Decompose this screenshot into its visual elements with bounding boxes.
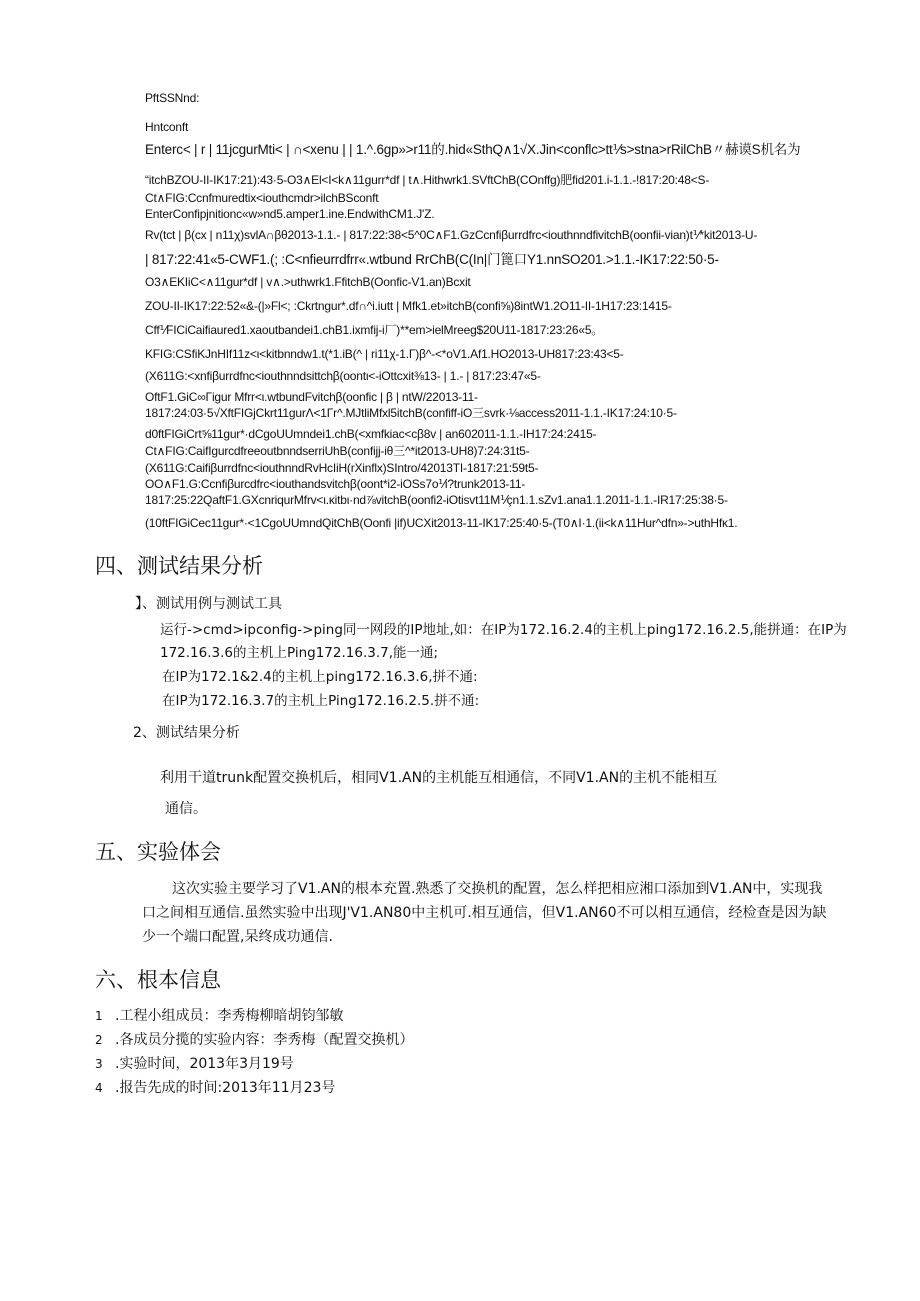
log-line: 1817:24:03·5√XftFIGjCkrt11gurΛ<1Γr^.MJtliMfxl5itchB(confiff-iO三svrk·⅛access2011-1.1.-IK17:24:10·5- [145, 406, 677, 420]
log-line: (X611G:Caifiβurrdfnc<iouthnndRvHcIiH(rXinflx)SIntro/42013TI-1817:21:59t5- [145, 461, 539, 475]
section-heading-experience: 五、实验体会 [95, 840, 221, 864]
log-line: (10ftFIGiCec11gur*·<1CgoUUmndQitChB(Oonfi |if)UCXit2013-11-IK17:25:40·5-(T0∧I·1.(ii<k∧11Hur^dfn»->uthHfκ1. [145, 516, 738, 530]
log-line: OftF1.GiC∞Γigur Mfrr<ι.wtbundFvitchβ(oonfic | β | ntW/22013-11- [145, 390, 478, 404]
log-line: (X611G:<xnfiβurrdfnc<iouthnndsittchβ(oontι<-iOttcxit⅜13- | 1.- | 817:23:47«5- [145, 369, 541, 383]
log-line: Ct∧FIG:Ccnfmuredtix<iouthcmdr>ilchBSconft [145, 191, 379, 205]
info-item-number: 1 [95, 1009, 103, 1023]
log-line: PftSSNnd: [145, 91, 200, 105]
info-item-number: 2 [95, 1033, 103, 1047]
subheading-result-analysis: 2、测试结果分析 [133, 725, 240, 741]
info-item [95, 1005, 343, 1027]
log-line: “itchBZOU-II-IK17:21):43·5-O3∧El<I<k∧11gurr*df | t∧.Hithwrk1.SVftChB(COnffg)肥fid201.i-1.1.-!817:20:48<S- [145, 173, 710, 187]
test-case-line: 172.16.3.6的主机上Ping172.16.3.7,能一通; [160, 645, 439, 661]
log-line: Cff⅟FICiCaifiaured1.xaoutbandei1.chB1.ixmfij-i厂)**em>ielMreeg$20U11-1817:23:26«5。 [145, 323, 604, 337]
analysis-line: 利用干道trunk配置交换机后，相同V1.AN的主机能互相通信，不同V1.AN的主机不能相互 [160, 770, 718, 786]
info-item [95, 1029, 413, 1051]
experience-paragraph: 这次实验主要学习了V1.AN的根本充置.熟悉了交换机的配置，怎么样把相应湘口添加到V1.AN中，实现我口之间相互通信.虽然实验中出现J'V1.AN80中主机可.相互通信，但V1.AN60不可以相互通信，经检查是因为缺少一个端口配置,呆终成功通信. [142, 881, 827, 945]
info-item-text: .报告先成的时间:2013年11月23号 [115, 1080, 336, 1096]
log-line: ZOU-II-IK17:22:52«&-(|»Fl<; :Ckrtngur*.df∩^i.iutt | Mfk1.et»itchB(confi⅝)8intW1.2O11-II-1H17:23:1415- [145, 299, 672, 313]
test-case-line: 在IP为172.1&2.4的主机上ping172.16.3.6,拼不通: [162, 669, 478, 685]
info-item-text: .实验时间，2013年3月19号 [115, 1056, 294, 1072]
log-line: Ct∧FIG:CaifIgurcdfreeoutbnndserriUhB(confijj-iθ三^*it2013-UH8)7:24:31t5- [145, 444, 530, 458]
log-line: O3∧EKIiC<∧11gur*df | v∧.>uthwrk1.FfitchB(Oonfic-V1.an)Bcxit [145, 275, 471, 289]
section-heading-basic-info: 六、根本信息 [95, 968, 221, 992]
log-line: Hntconft [145, 120, 189, 134]
analysis-line: 通信。 [165, 801, 207, 817]
log-line: 1817:25:22QaftF1.GXcnriqurMfrv<ι.κitbι·nd⅞vitchB(oonfi2-iOtisvt11M⅟çn1.1.sZv1.ana1.1.2011-1.1.-IR17:25:38·5- [145, 493, 728, 507]
log-line: KFIG:CSfiKJnHIf11z<ι<kitbnndw1.t(*1.iB(^ | ri11χ-1.Γ)β^-<*oV1.Af1.HO2013-UH817:23:43<5- [145, 347, 624, 361]
info-item-number: 4 [95, 1081, 103, 1095]
info-item-text: .工程小组成员：李秀梅柳暗胡钧邹敏 [115, 1008, 344, 1024]
log-line: EnterConfipjnitionc«w»nd5.amper1.ine.EndwithCM1.J'Z. [145, 207, 435, 221]
log-line: Enterc< | r | 11jcgurMti< | ∩<xenu | | 1.^.6gp»>r11的.hid«SthQ∧1√X.Jin<conflc>tt⅟s>stna>rRilChB〃赫谟S机名为 [145, 142, 801, 157]
log-line: | 817:22:41«5-CWF1.(; :C<nfieurrdfrr«.wtbund RrChB(C(In|门篦口Y1.nnSO201.>1.1.-IK17:22:50·5- [145, 252, 719, 267]
info-item-text: .各成员分揽的实验内容：李秀梅（配置交换机） [115, 1032, 414, 1048]
log-line: OO∧F1.G:Ccnfiβurcdfrc<iouthandsvitchβ(oont*i2-iOSs7o⅟i?trunk2013-11- [145, 477, 526, 491]
subheading-test-cases: 】、测试用例与测试工具 [135, 596, 282, 612]
log-line: d0ftFIGiCrt⅝11gur*·dCgoUUmndei1.chB(<xmfkiac<cβ8v | an602011-1.1.-IH17:24:2415- [145, 427, 597, 441]
test-case-line: 在IP为172.16.3.7的主机上Ping172.16.2.5.拼不通: [162, 693, 480, 709]
info-item [95, 1077, 335, 1099]
section-heading-test-results: 四、测试结果分析 [95, 554, 263, 578]
test-case-line: 运行->cmd>ipconfig->ping同一网段的IP地址,如：在IP为172.16.2.4的主机上ping172.16.2.5,能拼通：在IP为 [160, 622, 847, 638]
log-line: Rv(tct | β(cx | n11χ)svlA∩βθ2013-1.1.- | 817:22:38<5^0C∧F1.GzCcnfiβurrdfrc<iouthnndfivitchB(oonfii-vian)t⅟*kit2013-U- [145, 228, 758, 242]
info-item-number: 3 [95, 1057, 103, 1071]
info-item [95, 1053, 294, 1075]
